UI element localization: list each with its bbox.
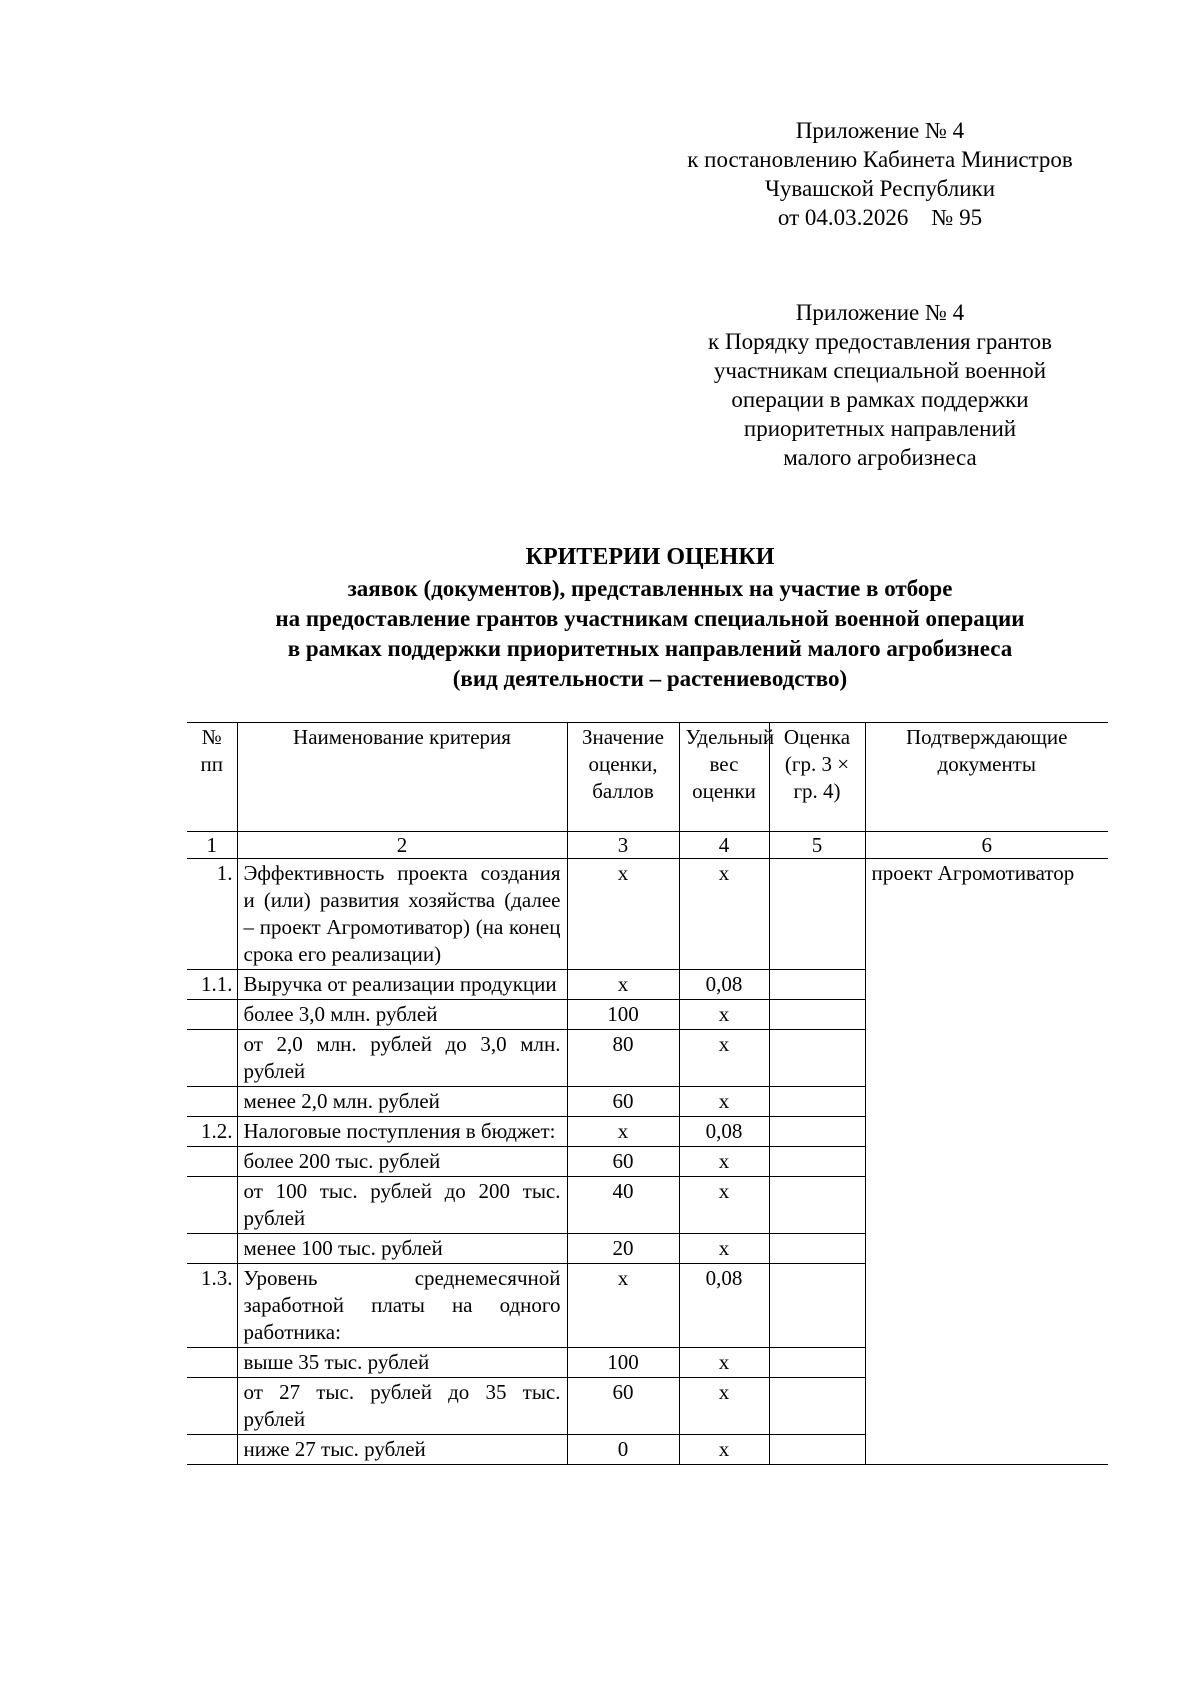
appendix-decree-line: Приложение № 4 [795, 118, 965, 143]
criterion-score [769, 1087, 865, 1117]
criterion-value: 40 [567, 1177, 679, 1234]
criterion-score [769, 1030, 865, 1087]
table-header-row [187, 723, 1108, 832]
appendix-decree-block [660, 116, 1100, 232]
criterion-value: х [567, 859, 679, 970]
criterion-name: менее 2,0 млн. рублей [237, 1087, 567, 1117]
document-subtitle-line: заявок (документов), представленных на участие в отборе [347, 576, 953, 601]
appendix-decree-line: Чувашской Республики [764, 176, 996, 201]
row-number [187, 1030, 237, 1087]
criterion-name: Эффективность проекта создания и (или) развития хозяйства (далее – проект Агромотиватор) (на конец срока его реализации) [237, 859, 567, 970]
criterion-value: 100 [567, 1348, 679, 1378]
criterion-weight: х [679, 1147, 769, 1177]
row-number: 1. [187, 859, 237, 970]
criterion-value: 60 [567, 1087, 679, 1117]
criterion-weight: х [679, 1348, 769, 1378]
criterion-name: Выручка от реализации продукции [237, 970, 567, 1000]
criterion-score [769, 1000, 865, 1030]
row-number: 1.2. [187, 1117, 237, 1147]
row-number: 1.3. [187, 1264, 237, 1348]
row-number: 1.1. [187, 970, 237, 1000]
header-cell: № пп [187, 723, 237, 832]
criterion-score [769, 1435, 865, 1465]
criterion-weight: х [679, 1030, 769, 1087]
row-number [187, 1435, 237, 1465]
column-number: 6 [865, 832, 1108, 859]
criterion-value: 80 [567, 1030, 679, 1087]
column-number: 2 [237, 832, 567, 859]
criterion-weight: х [679, 859, 769, 970]
appendix-order-line: к Порядку предоставления грантов [708, 329, 1052, 354]
appendix-order-line: Приложение № 4 [795, 300, 965, 325]
document-title [150, 542, 1150, 694]
criterion-weight: х [679, 1234, 769, 1264]
criteria-table [187, 722, 1108, 1465]
criterion-weight: 0,08 [679, 1117, 769, 1147]
document-subtitle-line: в рамках поддержки приоритетных направлений малого агробизнеса [287, 636, 1013, 661]
criterion-name: ниже 27 тыс. рублей [237, 1435, 567, 1465]
appendix-order-block [660, 298, 1100, 472]
appendix-order-line: малого агробизнеса [783, 445, 977, 470]
row-number [187, 1177, 237, 1234]
appendix-order-line: приоритетных направлений [743, 416, 1017, 441]
column-number: 5 [769, 832, 865, 859]
criterion-score [769, 1348, 865, 1378]
header-cell: Удельный вес оценки [679, 723, 769, 832]
row-number [187, 1234, 237, 1264]
criterion-score [769, 970, 865, 1000]
appendix-decree-line: к постановлению Кабинета Министров [687, 147, 1073, 172]
criterion-name: более 200 тыс. рублей [237, 1147, 567, 1177]
row-number [187, 1378, 237, 1435]
criterion-weight: х [679, 1000, 769, 1030]
criterion-score [769, 1177, 865, 1234]
row-number [187, 1000, 237, 1030]
criterion-weight: х [679, 1087, 769, 1117]
criterion-name: от 2,0 млн. рублей до 3,0 млн. рублей [237, 1030, 567, 1087]
table-row [187, 859, 1108, 970]
criterion-value: 0 [567, 1435, 679, 1465]
criterion-score [769, 1264, 865, 1348]
document-title-main: КРИТЕРИИ ОЦЕНКИ [525, 544, 775, 570]
column-number: 1 [187, 832, 237, 859]
appendix-order-line: участникам специальной военной [713, 358, 1047, 383]
criterion-value: х [567, 1264, 679, 1348]
criterion-score [769, 859, 865, 970]
row-number [187, 1348, 237, 1378]
criterion-name: выше 35 тыс. рублей [237, 1348, 567, 1378]
criterion-value: 60 [567, 1378, 679, 1435]
criterion-weight: 0,08 [679, 970, 769, 1000]
criterion-score [769, 1234, 865, 1264]
criterion-score [769, 1378, 865, 1435]
criterion-weight: х [679, 1177, 769, 1234]
criterion-name: Уровень среднемесячной заработной платы на одного работника: [237, 1264, 567, 1348]
header-cell: Оценка (гр. 3 × гр. 4) [769, 723, 865, 832]
criterion-name: Налоговые поступления в бюджет: [237, 1117, 567, 1147]
supporting-documents: проект Агромотиватор [865, 859, 1108, 1465]
criterion-weight: х [679, 1378, 769, 1435]
column-number: 3 [567, 832, 679, 859]
appendix-decree-date: от 04.03.2026 № 95 [777, 205, 983, 230]
document-subtitle-line: (вид деятельности – растениеводство) [452, 666, 848, 691]
criterion-name: от 27 тыс. рублей до 35 тыс. рублей [237, 1378, 567, 1435]
column-number: 4 [679, 832, 769, 859]
criterion-name: менее 100 тыс. рублей [237, 1234, 567, 1264]
criterion-name: от 100 тыс. рублей до 200 тыс. рублей [237, 1177, 567, 1234]
header-cell: Значение оценки, баллов [567, 723, 679, 832]
document-subtitle-line: на предоставление грантов участникам специальной военной операции [275, 606, 1025, 631]
criterion-weight: 0,08 [679, 1264, 769, 1348]
row-number [187, 1147, 237, 1177]
row-number [187, 1087, 237, 1117]
criterion-value: 20 [567, 1234, 679, 1264]
criterion-value: 60 [567, 1147, 679, 1177]
column-number-row [187, 832, 1108, 859]
criterion-value: х [567, 1117, 679, 1147]
appendix-order-line: операции в рамках поддержки [731, 387, 1029, 412]
criterion-value: х [567, 970, 679, 1000]
criterion-value: 100 [567, 1000, 679, 1030]
criterion-score [769, 1117, 865, 1147]
header-cell: Подтверждающие документы [865, 723, 1108, 832]
criterion-score [769, 1147, 865, 1177]
criterion-weight: х [679, 1435, 769, 1465]
header-cell: Наименование критерия [237, 723, 567, 832]
criterion-name: более 3,0 млн. рублей [237, 1000, 567, 1030]
